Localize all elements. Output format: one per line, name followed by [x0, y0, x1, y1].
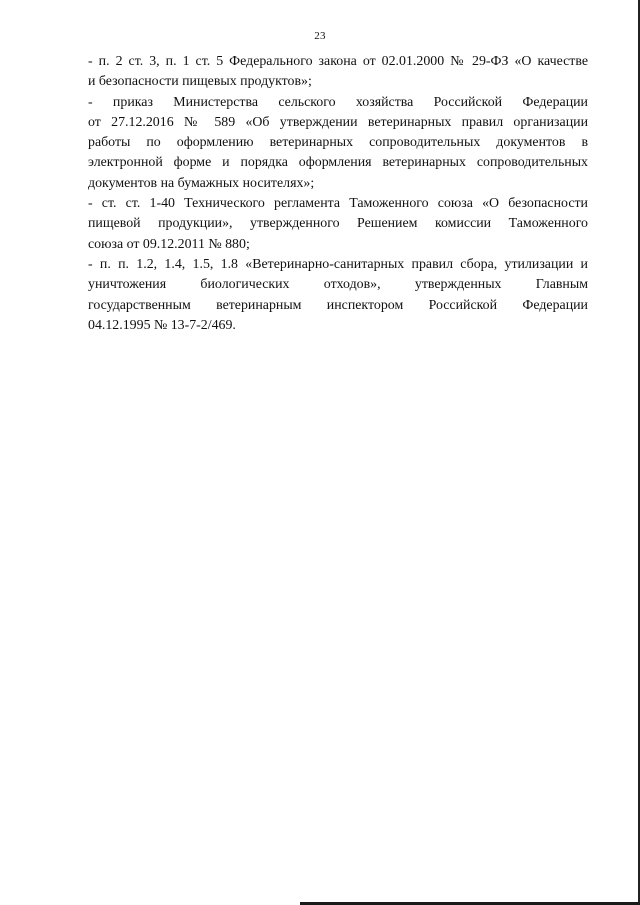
text-line: 04.12.1995 № 13-7-2/469.	[88, 317, 236, 333]
list-item	[88, 93, 588, 194]
text-line: от 27.12.2016 № 589 «Об утверждении ветеринарных правил организации	[88, 114, 588, 130]
text-line: документов на бумажных носителях»;	[88, 175, 315, 191]
page-number: 23	[314, 30, 326, 42]
text-line: государственным ветеринарным инспектором Российской Федерации	[88, 297, 588, 313]
document-body	[88, 52, 588, 336]
text-line: - ст. ст. 1-40 Технического регламента Таможенного союза «О безопасности	[88, 196, 588, 212]
list-item	[88, 52, 588, 93]
text-line: - приказ Министерства сельского хозяйства Российской Федерации	[88, 94, 588, 110]
list-item	[88, 255, 588, 336]
text-line: электронной форме и порядка оформления ветеринарных сопроводительных	[88, 155, 588, 171]
text-line: - п. п. 1.2, 1.4, 1.5, 1.8 «Ветеринарно-санитарных правил сбора, утилизации и	[88, 256, 588, 272]
list-item	[88, 194, 588, 255]
text-line: союза от 09.12.2011 № 880;	[88, 236, 250, 252]
text-line: пищевой продукции», утвержденного Решением комиссии Таможенного	[88, 216, 588, 232]
text-line: уничтожения биологических отходов», утвержденных Главным	[88, 277, 588, 293]
text-line: - п. 2 ст. 3, п. 1 ст. 5 Федерального закона от 02.01.2000 № 29-ФЗ «О качестве	[88, 54, 588, 69]
text-line: работы по оформлению ветеринарных сопроводительных документов в	[88, 135, 588, 151]
text-line: и безопасности пищевых продуктов»;	[88, 74, 312, 90]
